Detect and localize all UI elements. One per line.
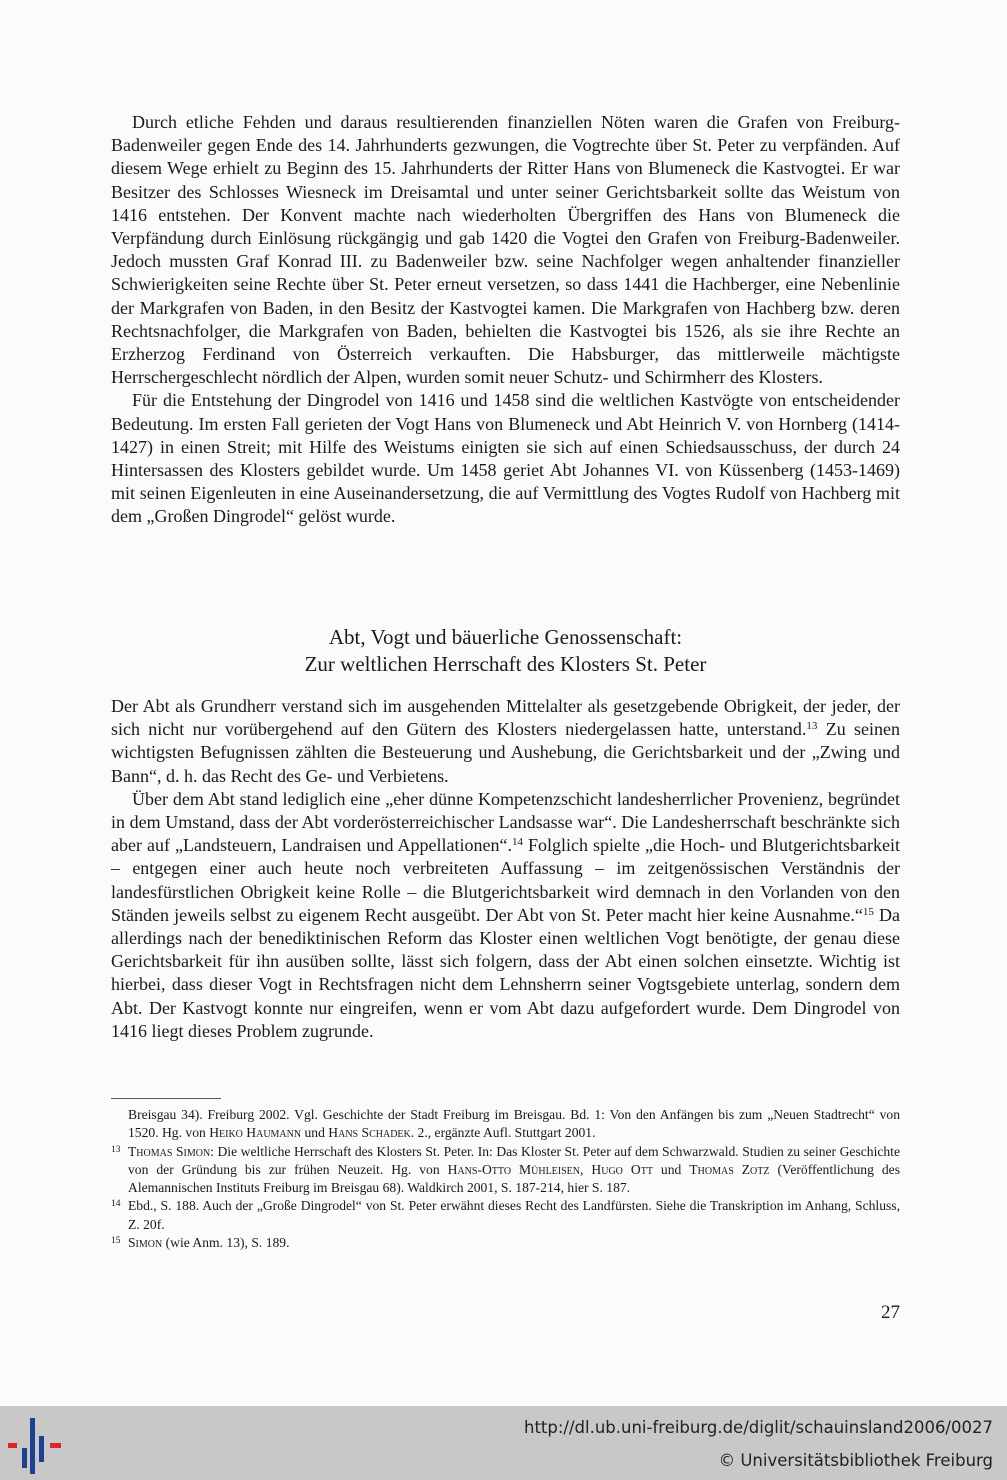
heading-line: Zur weltlichen Herrschaft des Klosters St. Peter bbox=[304, 652, 707, 676]
text-run: (Veröffentlichung des Alemannischen Instituts Freiburg im Breisgau 68). Waldkirch 2001, S. 187-214, hier S. 187. bbox=[128, 1161, 900, 1196]
author-name: Simon bbox=[128, 1235, 163, 1251]
footnote-continuation bbox=[111, 1106, 900, 1143]
footnote-number: 13 bbox=[111, 1144, 121, 1155]
paragraph: Durch etliche Fehden und daraus resultierenden finanziellen Nöten waren die Grafen von Freiburg-Badenweiler gegen Ende des 14. Jahrhunderts gezwungen, die Vogtrechte über St. Peter zu verpfänden. Auf diesem Wege erhielt zu Beginn des 15. Jahrhunderts der Ritter Hans von Blumeneck die Kastvogtei. Er war Besitzer des Schlosses Wiesneck im Dreisamtal und unter seiner Gerichtsbarkeit sollte das Weistum von 1416 entstehen. Der Konvent machte nach wiederholten Übergriffen des Hans von Blumeneck die Verpfändung durch Einlösung rückgängig und gab 1420 die Vogtei den Grafen von Freiburg-Badenweiler. Jedoch mussten Graf Konrad III. zu Badenweiler bzw. seine Nachfolger wegen anhaltender finanzieller Schwierigkeiten seine Rechte über St. Peter erneut versetzen, so dass 1441 die Hachberger, eine Nebenlinie der Markgrafen von Baden, in den Besitz der Kastvogtei kamen. Die Markgrafen von Hachberg bzw. deren Rechtsnachfolger, die Markgrafen von Baden, behielten die Kastvogtei bis 1526, als sie ihre Rechte an Erzherzog Ferdinand von Österreich verkauften. Die Habsburger, das mittlerweile mächtigste Herrschergeschlecht nördlich der Alpen, wurden somit neuer Schutz- und Schirmherr des Klosters. bbox=[111, 112, 900, 388]
author-name: Thomas Simon bbox=[128, 1143, 211, 1159]
text-run: : Die weltliche Herrschaft des Klosters St. Peter. In: Das Kloster St. Peter auf dem Schwarzwald. Studien zu seiner Geschichte von der Gründung bis zur frühen Neuzeit. Hg. von bbox=[128, 1143, 900, 1177]
body-text-bottom bbox=[111, 695, 900, 1043]
text-run: . 2., ergänzte Aufl. Stuttgart 2001. bbox=[410, 1125, 596, 1141]
text-run: und bbox=[652, 1161, 690, 1177]
text-run: und bbox=[301, 1125, 329, 1141]
paragraph bbox=[111, 788, 900, 1043]
text-run: Ebd., S. 188. Auch der „Große Dingrodel“ von St. Peter erwähnt dieses Recht des Landfürsten. Siehe die Transkription im Anhang, Schluss, Z. 20f. bbox=[128, 1198, 900, 1232]
text-run: Über dem Abt stand lediglich eine „eher dünne Kompetenzschicht landesherrlicher Provenienz, begründet in dem Umstand, dass der Abt vorderösterreichischer Landsasse war“. Die Landesherrschaft beschränkte sich aber auf „Landsteuern, Landraisen und Appellationen“. bbox=[111, 788, 900, 856]
footnotes bbox=[111, 1106, 900, 1252]
paragraph: Für die Entstehung der Dingrodel von 1416 und 1458 sind die weltlichen Kastvögte von entscheidender Bedeutung. Im ersten Fall gerieten der Vogt Hans von Blumeneck und Abt Heinrich V. von Hornberg (1414-1427) in einen Streit; mit Hilfe des Weistums einigten sie sich auf einen Schiedsausschuss, der durch 24 Hintersassen des Klosters gebildet wurde. Um 1458 geriet Abt Johannes VI. von Küssenberg (1453-1469) mit seinen Eigenleuten in eine Auseinandersetzung, die auf Vermittlung des Vogtes Rudolf von Hachberg mit dem „Großen Dingrodel“ gelöst wurde. bbox=[111, 390, 900, 527]
footer-bar bbox=[0, 1406, 1007, 1480]
text-run: Zu seinen wichtigsten Befugnissen zählten die Besteuerung und Aushebung, die Gerichtsbarkeit und der „Zwing und Bann“, d. h. das Recht des Ge- und Verbietens. bbox=[111, 719, 900, 786]
page-number: 27 bbox=[881, 1302, 900, 1323]
footnote-ref[interactable]: 13 bbox=[806, 720, 818, 733]
heading-line: Abt, Vogt und bäuerliche Genossenschaft: bbox=[328, 625, 683, 649]
body-text-top bbox=[111, 111, 900, 529]
library-logo-icon[interactable] bbox=[8, 1416, 64, 1474]
source-url-link[interactable]: http://dl.ub.uni-freiburg.de/diglit/schauinsland2006/0027 bbox=[523, 1418, 993, 1437]
text-run: , bbox=[580, 1161, 592, 1177]
footnote-13 bbox=[111, 1143, 900, 1198]
author-name: Heiko Haumann bbox=[209, 1125, 302, 1141]
author-name: Thomas Zotz bbox=[689, 1161, 770, 1177]
section-heading bbox=[111, 624, 900, 678]
footnote-15 bbox=[111, 1234, 900, 1252]
footnote-ref[interactable]: 14 bbox=[511, 836, 523, 849]
footnote-number: 15 bbox=[111, 1236, 121, 1247]
text-run: Breisgau 34). Freiburg 2002. Vgl. Geschichte der Stadt Freiburg im Breisgau. Bd. 1: Von den Anfängen bis zum „Neuen Stadtrecht“ von 1520. Hg. von bbox=[128, 1107, 900, 1141]
footnote-ref[interactable]: 15 bbox=[862, 905, 874, 918]
author-name: Hans Schadek bbox=[328, 1125, 411, 1141]
author-name: Hugo Ott bbox=[591, 1161, 653, 1177]
footnote-14 bbox=[111, 1197, 900, 1234]
text-run: Da allerdings nach der benediktinischen Reform das Kloster einen weltlichen Vogt benötigte, der genau diese Gerichtsbarkeit für ihn ausüben sollte, lässt sich folgern, dass der Abt einen solchen einsetzte. Wichtig ist hierbei, dass dieser Vogt in Rechtsfragen nicht dem Lehnsherrn seiner Vogtsgebiete unterlag, sondern dem Abt. Der Kastvogt konnte nur eingreifen, wenn er vom Abt dazu aufgefordert wurde. Dem Dingrodel von 1416 liegt dieses Problem zugrunde. bbox=[111, 904, 900, 1041]
author-name: Hans-Otto Mühleisen bbox=[447, 1161, 581, 1177]
footnote-divider bbox=[111, 1098, 221, 1099]
copyright-text: © Universitätsbibliothek Freiburg bbox=[718, 1451, 993, 1470]
paragraph bbox=[111, 695, 900, 788]
footnote-number: 14 bbox=[111, 1199, 121, 1210]
text-run: Folglich spielte „die Hoch- und Blutgerichtsbarkeit – entgegen einer auch heute noch verbreiteten Auffassung – im zeitgenössischen Verständnis der landesfürstlichen Obrigkeit keine Rolle – die Blutgerichtsbarkeit wird demnach in den Vorlanden von den Ständen jeweils selbst zu eigenem Recht ausgeübt. Der Abt von St. Peter macht hier keine Ausnahme.“ bbox=[111, 835, 900, 925]
text-run: Der Abt als Grundherr verstand sich im ausgehenden Mittelalter als gesetzgebende Obrigkeit, der jeder, der sich nicht nur vorübergehend auf den Gütern des Klosters niedergelassen hatte, unterstand. bbox=[111, 696, 900, 740]
text-run: (wie Anm. 13), S. 189. bbox=[162, 1235, 290, 1251]
